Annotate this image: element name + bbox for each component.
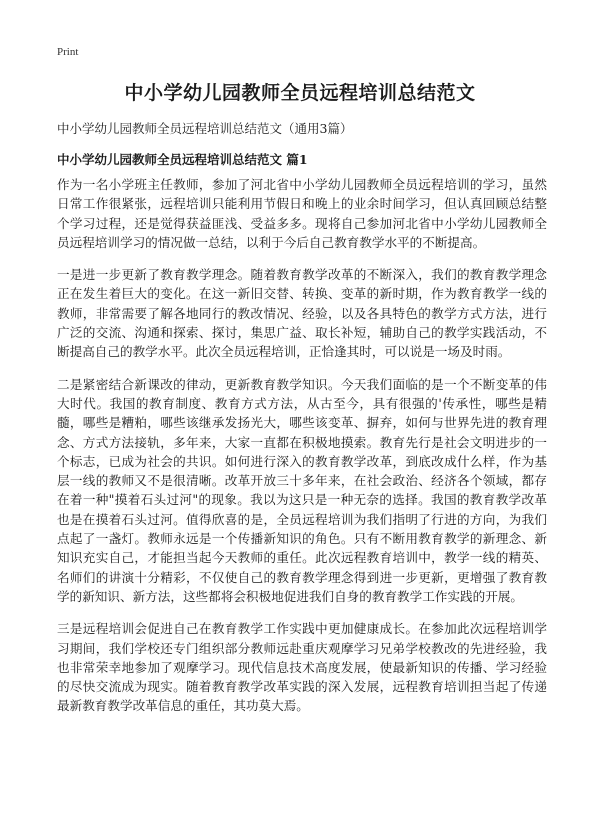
paragraph-4: 三是远程培训会促进自己在教育教学工作实践中更加健康成长。在参加此次远程培训学习期间，我们学校还专门组织部分教师远赴重庆观摩学习兄弟学校教改的先进经验，我也非常荣幸地参加了观摩学习。现代信息技术高度发展，使最新知识的传播、学习经验的尽快交流成为现实。随着教育教学改革实践的深入发展，远程教育培训担当起了传递最新教育教学改革信息的重任，其功莫大焉。 [57,621,547,714]
paragraph-1: 作为一名小学班主任教师，参加了河北省中小学幼儿园教师全员远程培训的学习，虽然日常工作很紧张，远程培训只能利用节假日和晚上的业余时间学习，但认真回顾总结整个学习过程，还是觉得获益匪浅、受益多多。现将自己参加河北省中小学幼儿园教师全员远程培训学习的情况做一总结，以利于今后自己教育教学水平的不断提高。 [57,177,547,250]
paragraph-3: 二是紧密结合新课改的律动，更新教育教学知识。今天我们面临的是一个不断变革的伟大时代。我国的教育制度、教育方式方法，从古至今，具有很强的'传承性，哪些是精髓，哪些是糟粕，哪些该继承发扬光大，哪些该变革、摒弃，如何与世界先进的教育理念、方式方法接轨，多年来，大家一直都在积极地摸索。教育先行是社会文明进步的一个标志，已成为社会的共识。如何进行深入的教育教学改革，到底改成什么样，作为基层一线的教师又不是很清晰。改革开放三十多年来，在社会政治、经济各个领域，都存在着一种"摸着石头过河"的现象。我以为这只是一种无奈的选择。我国的教育教学改革也是在摸着石头过河。值得欣喜的是，全员远程培训为我们指明了行进的方向，为我们点起了一盏灯。教师永远是一个传播新知识的角色。只有不断用教育教学的新理念、新知识充实自己，才能担当起今天教师的重任。此次远程教育培训中，教学一线的精英、名师们的讲演十分精彩，不仅使自己的教育教学理念得到进一步更新，更增强了教育教学的新知识、新方法，这些都将会积极地促进我们自身的教育教学工作实践的开展。 [57,376,547,604]
document-subtitle: 中小学幼儿园教师全员远程培训总结范文（通用3篇） [57,121,353,136]
print-link[interactable]: Print [57,46,79,58]
document-title: 中小学幼儿园教师全员远程培训总结范文 [124,82,476,104]
paragraph-2: 一是进一步更新了教育教学理念。随着教育教学改革的不断深入，我们的教育教学理念正在发生着巨大的变化。在这一新旧交替、转换、变革的新时期，作为教育教学一线的教师，非常需要了解各地同行的教改情况、经验，以及各具特色的教学方式方法，进行广泛的交流、沟通和探索、探讨，集思广益、取长补短，辅助自己的教学实践活动，不断提高自己的教学水平。此次全员远程培训，正恰逢其时，可以说是一场及时雨。 [57,267,547,360]
section-heading: 中小学幼儿园教师全员远程培训总结范文 篇1 [57,152,308,167]
document-body [57,175,547,729]
